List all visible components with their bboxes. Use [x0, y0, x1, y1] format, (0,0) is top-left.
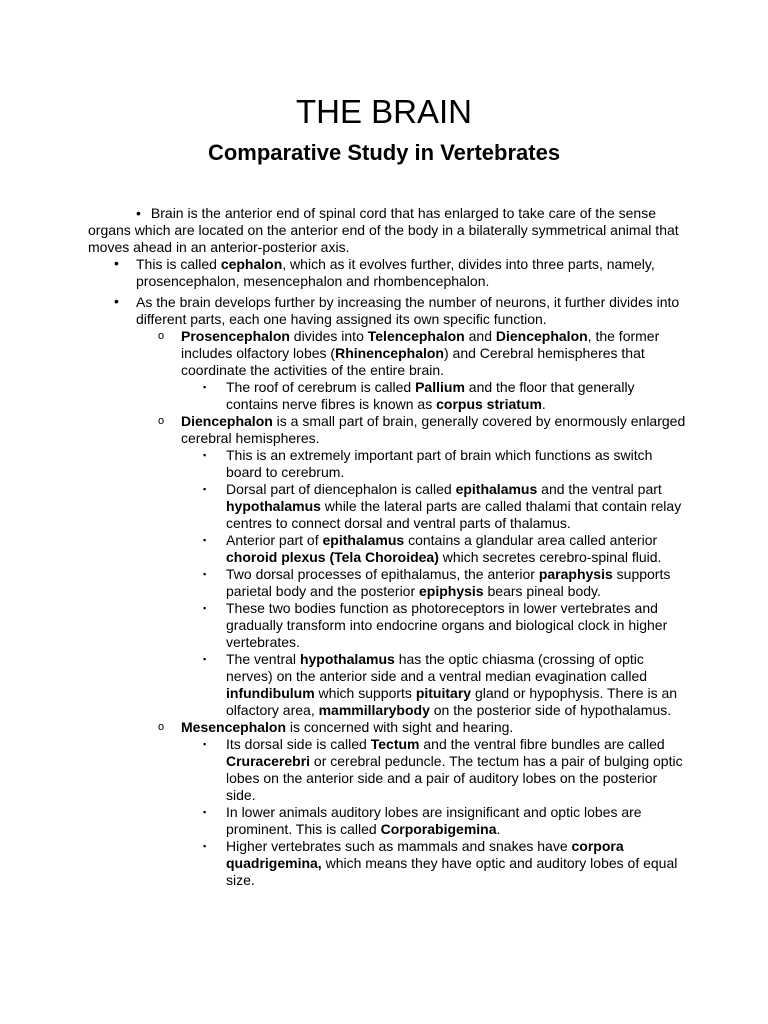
sub-sub-item	[88, 532, 688, 566]
square-marker-icon: ▪	[203, 807, 207, 817]
text-run: supports parietal body and the posterior	[226, 566, 671, 599]
text-run: contains a glandular area called anterior	[404, 532, 658, 548]
bullet-marker-icon: •	[136, 205, 141, 221]
bullet-marker-icon: •	[114, 293, 119, 309]
text-run: gland or hypophysis. There is an olfactory area,	[226, 685, 678, 718]
text-run: on the posterior side of hypothalamus.	[429, 702, 672, 718]
sub-sub-item	[88, 379, 688, 413]
square-marker-icon: ▪	[203, 382, 207, 392]
text-run: Anterior part of	[226, 532, 323, 548]
square-marker-icon: ▪	[203, 603, 207, 613]
text-run: .	[541, 396, 546, 412]
circle-marker-icon: o	[158, 330, 165, 342]
sub-sub-item	[88, 447, 688, 481]
text-run: This is called	[136, 256, 221, 272]
text-run: , the former includes olfactory lobes (	[181, 328, 660, 361]
text-run: These two bodies function as photoreceptors in lower vertebrates and gradually transform into endocrine organs and biological clock in higher vertebrates.	[226, 600, 668, 650]
bold-term: Pallium	[415, 379, 465, 395]
bold-term: corpora quadrigemina,	[226, 838, 624, 871]
square-marker-icon: ▪	[203, 569, 207, 579]
bold-term: paraphysis	[538, 566, 613, 582]
sub-sub-item	[88, 838, 688, 889]
sub-sub-item	[88, 736, 688, 804]
text-run: This is an extremely important part of brain which functions as switch board to cerebrum.	[226, 447, 653, 480]
intro-paragraph	[88, 205, 688, 256]
text-run: which secretes cerebro-spinal fluid.	[438, 549, 662, 565]
bold-term: Corporabigemina	[380, 821, 497, 837]
text-run: ) and Cerebral hemispheres that coordinate the activities of the entire brain.	[181, 345, 645, 378]
page-title: THE BRAIN	[295, 93, 473, 130]
sub-item	[88, 719, 688, 736]
bold-term: Telencephalon	[367, 328, 465, 344]
text-run: , which as it evolves further, divides into three parts, namely, prosencephalon, mesencephalon and rhombencephalon.	[136, 256, 655, 289]
text-run: is concerned with sight and hearing.	[286, 719, 514, 735]
sub-sub-item	[88, 481, 688, 532]
text-run: divides into	[289, 328, 368, 344]
bullet-item	[88, 256, 688, 290]
square-marker-icon: ▪	[203, 535, 207, 545]
circle-marker-icon: o	[158, 415, 165, 427]
bold-term: pituitary	[415, 685, 472, 701]
text-run: Brain is the anterior end of spinal cord that has enlarged to take care of the sense organs which are located on the anterior end of the body in a bilaterally symmetrical animal that moves ahead in an anterior-posterior axis.	[88, 205, 679, 255]
bold-term: Diencephalon	[181, 413, 273, 429]
text-run: As the brain develops further by increasing the number of neurons, it further divides into different parts, each one having assigned its own specific function.	[136, 294, 680, 327]
text-run: is a small part of brain, generally covered by enormously enlarged cerebral hemispheres.	[181, 413, 686, 446]
sub-item	[88, 413, 688, 447]
square-marker-icon: ▪	[203, 739, 207, 749]
text-run: Dorsal part of diencephalon is called	[226, 481, 456, 497]
page-subtitle: Comparative Study in Vertebrates	[207, 140, 561, 165]
document-body	[88, 205, 688, 889]
text-run: Its dorsal side is called	[226, 736, 371, 752]
bold-term: Diencephalon	[495, 328, 588, 344]
bold-term: Cruracerebri	[226, 753, 311, 769]
bold-term: infundibulum	[226, 685, 315, 701]
sub-sub-item	[88, 566, 688, 600]
bullet-marker-icon: •	[114, 255, 119, 271]
bullet-item	[88, 294, 688, 328]
text-run: The roof of cerebrum is called	[226, 379, 416, 395]
text-run: bears pineal body.	[483, 583, 601, 599]
text-run: The ventral	[226, 651, 300, 667]
sub-sub-item	[88, 600, 688, 651]
bold-term: Mesencephalon	[181, 719, 287, 735]
bold-term: Prosencephalon	[181, 328, 290, 344]
square-marker-icon: ▪	[203, 654, 207, 664]
text-run: In lower animals auditory lobes are insignificant and optic lobes are prominent. This is called	[226, 804, 642, 837]
bold-term: Tectum	[370, 736, 420, 752]
sub-sub-item	[88, 804, 688, 838]
text-run: while the lateral parts are called thalami that contain relay centres to connect dorsal and ventral parts of thalamus.	[226, 498, 682, 531]
text-run: has the optic chiasma (crossing of optic nerves) on the anterior side and a ventral median evagination called	[226, 651, 648, 684]
bold-term: mammillarybody	[318, 702, 430, 718]
bold-term: epiphysis	[419, 583, 484, 599]
bold-term: cephalon	[220, 256, 283, 272]
circle-marker-icon: o	[158, 721, 165, 733]
bold-term: choroid plexus (Tela Choroidea)	[226, 549, 439, 565]
sub-item	[88, 328, 688, 379]
text-run: .	[496, 821, 501, 837]
square-marker-icon: ▪	[203, 450, 207, 460]
bold-term: corpus striatum	[436, 396, 542, 412]
text-run: and the floor that generally contains nerve fibres is known as	[226, 379, 635, 412]
text-run: or cerebral peduncle. The tectum has a pair of bulging optic lobes on the anterior side and a pair of auditory lobes on the posterior side.	[226, 753, 683, 803]
text-run: which means they have optic and auditory lobes of equal size.	[226, 855, 678, 888]
text-run: and the ventral part	[537, 481, 662, 497]
text-run: and	[464, 328, 496, 344]
text-run: and the ventral fibre bundles are called	[419, 736, 665, 752]
bold-term: hypothalamus	[226, 498, 321, 514]
bold-term: hypothalamus	[299, 651, 395, 667]
bold-term: epithalamus	[322, 532, 405, 548]
bold-term: Rhinencephalon	[335, 345, 444, 361]
sub-sub-item	[88, 651, 688, 719]
text-run: Two dorsal processes of epithalamus, the anterior	[226, 566, 539, 582]
text-run: which supports	[314, 685, 416, 701]
text-run: Higher vertebrates such as mammals and snakes have	[226, 838, 572, 854]
square-marker-icon: ▪	[203, 841, 207, 851]
square-marker-icon: ▪	[203, 484, 207, 494]
bold-term: epithalamus	[455, 481, 538, 497]
